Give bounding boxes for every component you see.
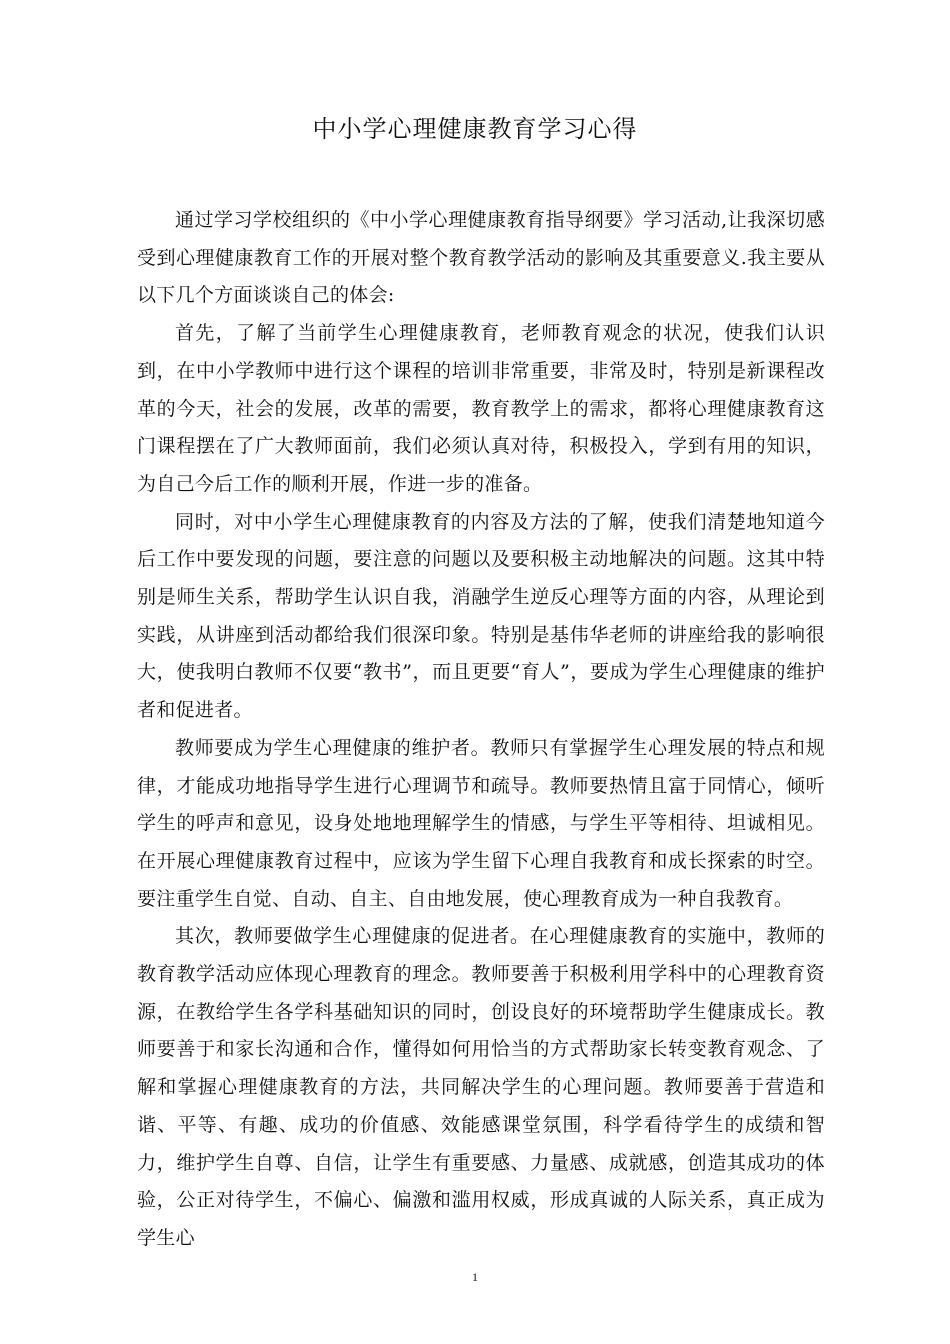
paragraph-promoter: 其次，教师要做学生心理健康的促进者。在心理健康教育的实施中，教师的教育教学活动应体现心理教育的理念。教师要善于积极利用学科中的心理教育资源，在教给学生各学科基础知识的同时，创设良好的环境帮助学生健康成长。教师要善于和家长沟通和合作，懂得如何用恰当的方式帮助家长转变教育观念、了解和掌握心理健康教育的方法，共同解决学生的心理问题。教师要善于营造和谐、平等、有趣、成功的价值感、效能感课堂氛围，科学看待学生的成绩和智力，维护学生自尊、自信，让学生有重要感、力量感、成就感，创造其成功的体验，公正对待学生，不偏心、偏激和滥用权威，形成真诚的人际关系，真正成为学生心 (137, 925, 825, 1249)
paragraph-maintainer: 教师要成为学生心理健康的维护者。教师只有掌握学生心理发展的特点和规律，才能成功地指导学生进行心理调节和疏导。教师要热情且富于同情心，倾听学生的呼声和意见，设身处地地理解学生的情感，与学生平等相待、坦诚相见。在开展心理健康教育过程中，应该为学生留下心理自我教育和成长探索的时空。要注重学生自觉、自动、自主、自由地发展，使心理教育成为一种自我教育。 (137, 736, 825, 910)
document-title: 中小学心理健康教育学习心得 (312, 115, 638, 143)
paragraph-intro: 通过学习学校组织的《中小学心理健康教育指导纲要》学习活动,让我深切感受到心理健康教育工作的开展对整个教育教学活动的影响及其重要意义.我主要从以下几个方面谈谈自己的体会: (137, 209, 825, 307)
page-number: 1 (472, 1270, 478, 1284)
paragraph-first-point: 首先，了解了当前学生心理健康教育，老师教育观念的状况，使我们认识到，在中小学教师中进行这个课程的培训非常重要，非常及时，特别是新课程改革的今天，社会的发展，改革的需要，教育教学上的需求，都将心理健康教育这门课程摆在了广大教师面前，我们必须认真对待，积极投入，学到有用的知识，为自己今后工作的顺利开展，作进一步的准备。 (137, 322, 825, 495)
paragraph-methods: 同时，对中小学生心理健康教育的内容及方法的了解，使我们清楚地知道今后工作中要发现的问题，要注意的问题以及要积极主动地解决的问题。这其中特别是师生关系，帮助学生认识自我，消融学生逆反心理等方面的内容，从理论到实践，从讲座到活动都给我们很深印象。特别是基伟华老师的讲座给我的影响很大，使我明白教师不仅要“教书”，而且更要“育人”，要成为学生心理健康的维护者和促进者。 (137, 510, 825, 722)
document-body (137, 202, 825, 1258)
